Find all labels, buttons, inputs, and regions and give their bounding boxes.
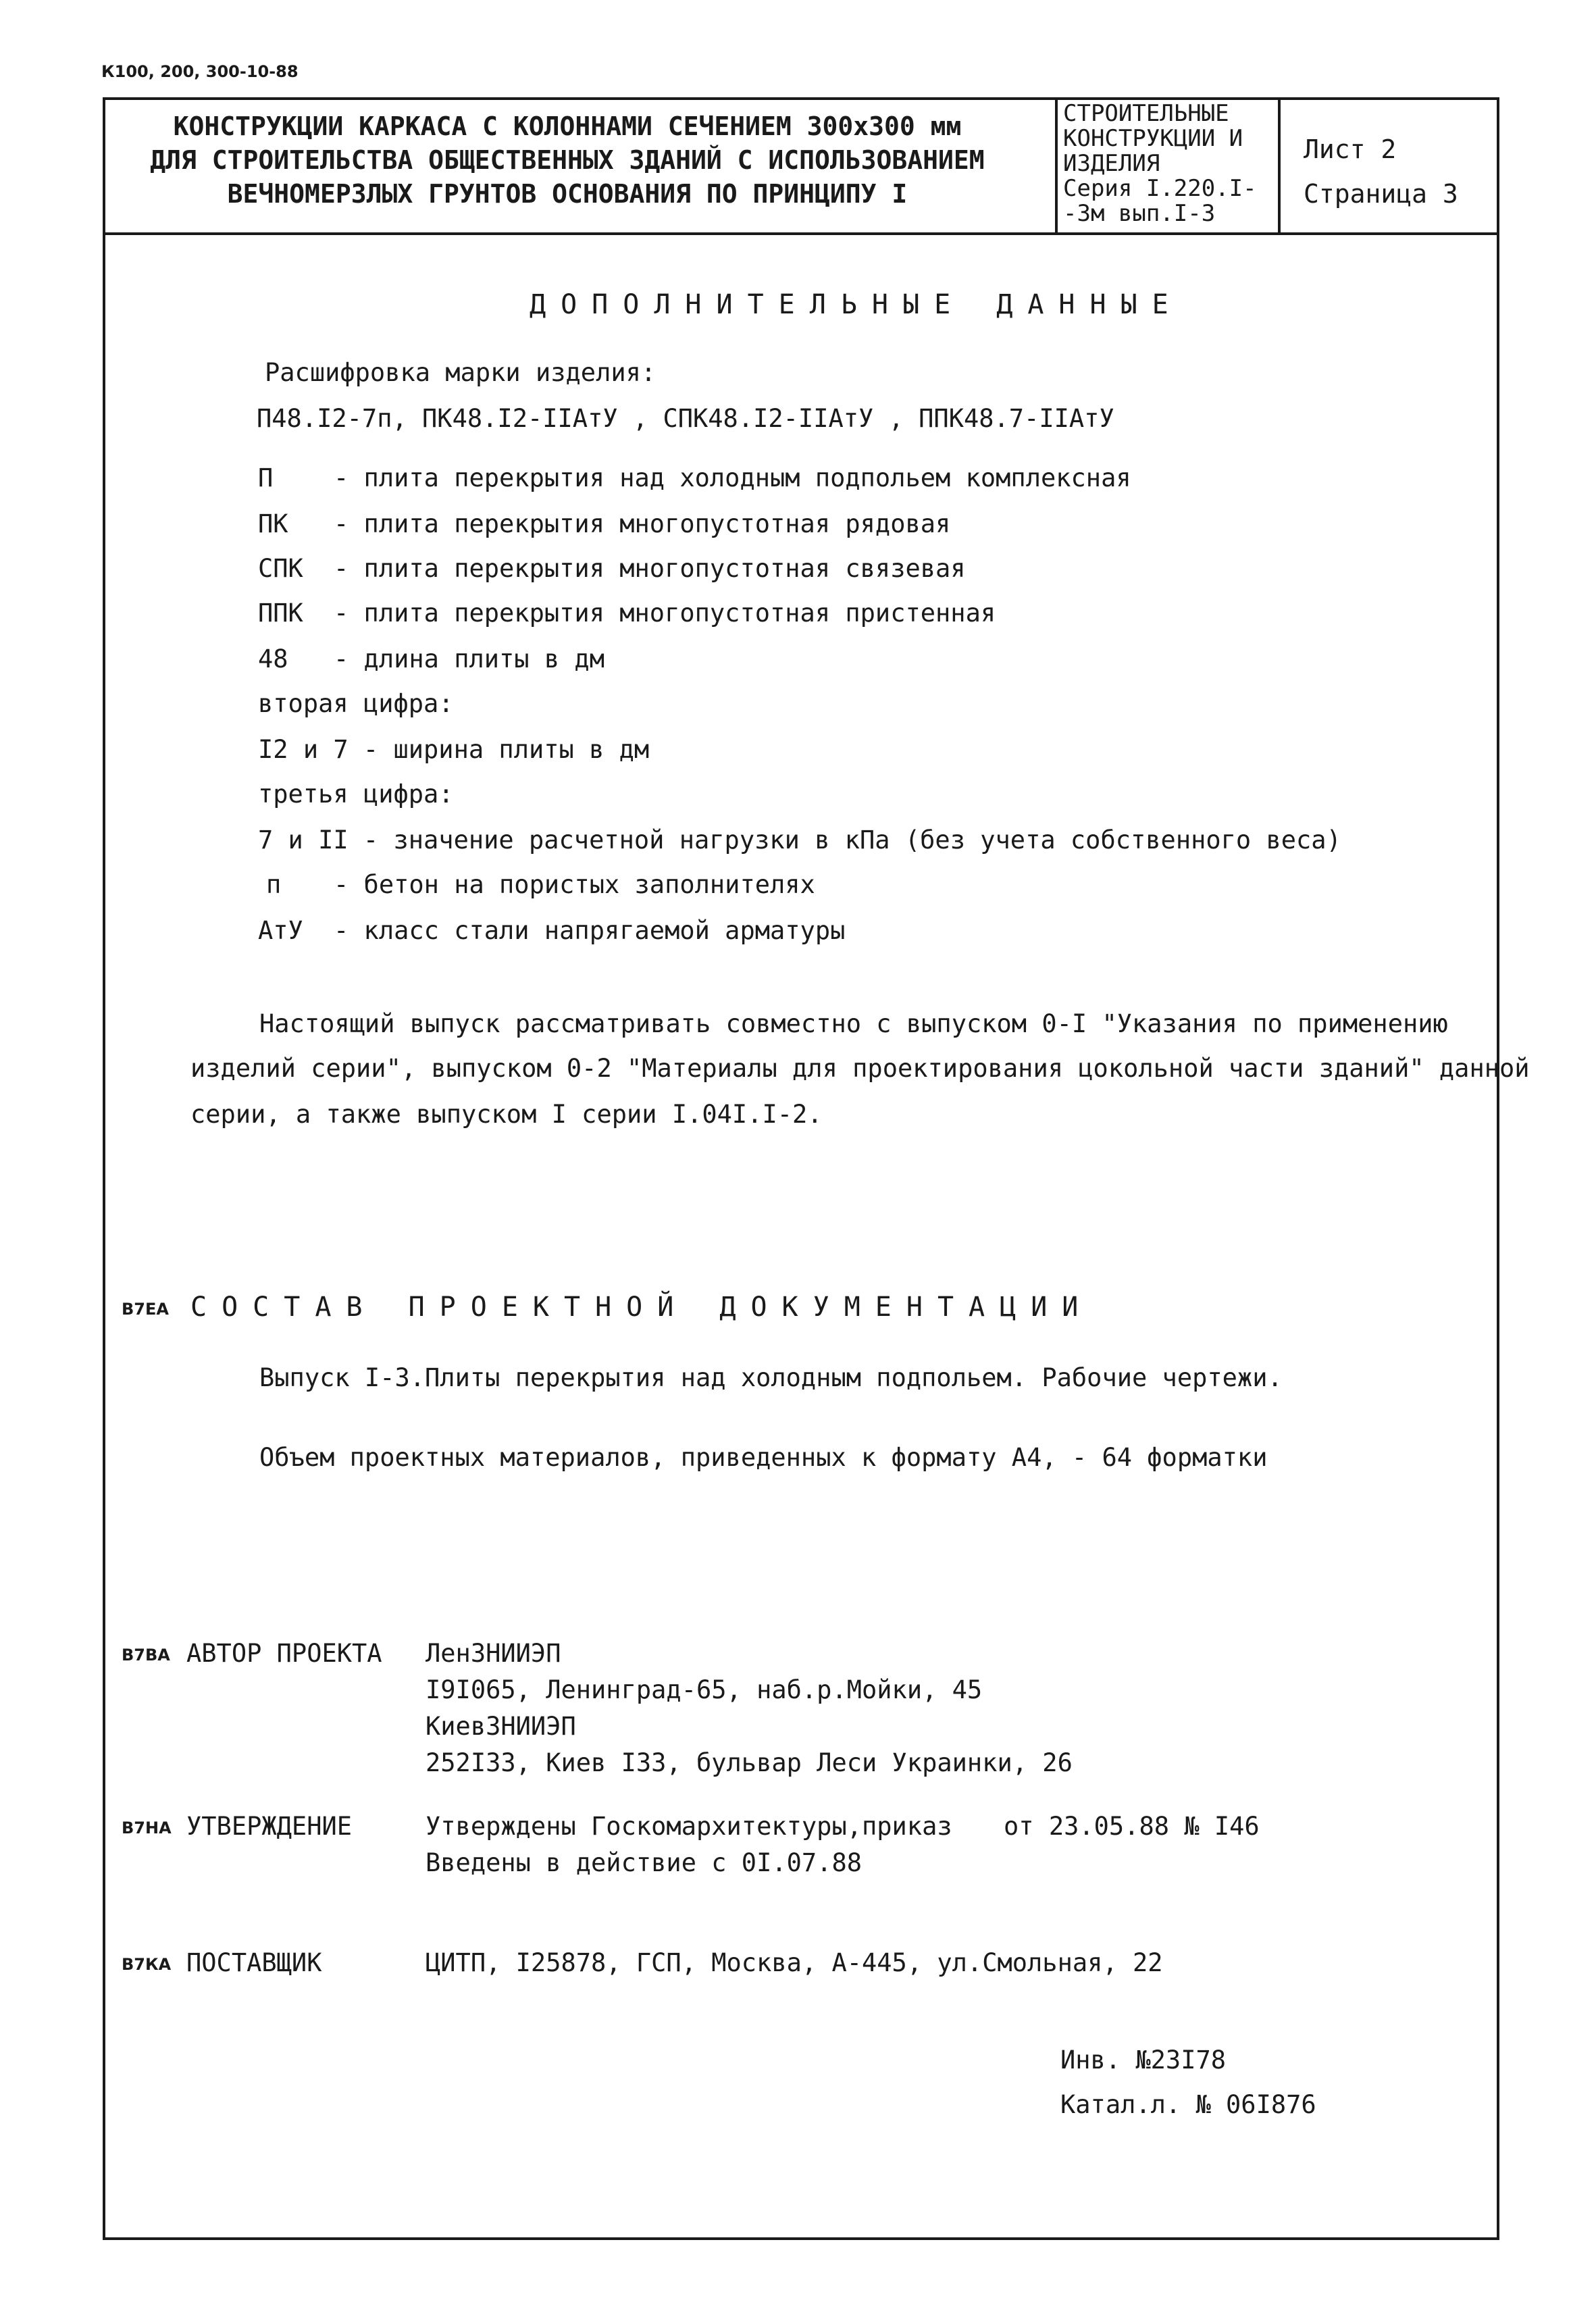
- series-line: -3м вып.I-3: [1063, 200, 1216, 227]
- paragraph-line: серии, а также выпуском I серии I.04I.I-2.: [190, 1100, 823, 1129]
- page-number: Страница 3: [1304, 179, 1458, 209]
- approval-label: УТВЕРЖДЕНИЕ: [186, 1812, 353, 1841]
- legend-text: - длина плиты в дм: [334, 644, 604, 673]
- author-label: АВТОР ПРОЕКТА: [186, 1639, 382, 1668]
- header-title-line: ДЛЯ СТРОИТЕЛЬСТВА ОБЩЕСТВЕННЫХ ЗДАНИЙ С ИСПОЛЬЗОВАНИЕМ: [150, 145, 985, 175]
- author-line: I9I065, Ленинград-65, наб.р.Мойки, 45: [426, 1675, 983, 1704]
- header-separator-1: [1055, 97, 1058, 232]
- third-digit-text: 7 и II - значение расчетной нагрузки в кПа (без учета собственного веса): [258, 825, 1341, 855]
- document-code: К100, 200, 300-10-88: [101, 62, 299, 81]
- decode-label: Расшифровка марки изделия:: [265, 358, 657, 387]
- supplier-label: ПОСТАВЩИК: [186, 1948, 322, 1977]
- approval-effective: Введены в действие с 0I.07.88: [426, 1848, 863, 1877]
- legend-key: СПК: [258, 554, 303, 583]
- composition-code: В7ЕА: [122, 1300, 169, 1319]
- legend-text: - бетон на пористых заполнителях: [334, 870, 815, 899]
- header-sheet-info: [1304, 127, 1458, 216]
- composition-volume: Объем проектных материалов, приведенных к формату А4, - 64 форматки: [259, 1443, 1268, 1472]
- supplier-address: ЦИТП, I25878, ГСП, Москва, А-445, ул.Смольная, 22: [426, 1948, 1163, 1977]
- author-line: КиевЗНИИЭП: [426, 1712, 576, 1741]
- legend-key: п: [266, 870, 282, 899]
- inventory-number: Инв. №23I78: [1060, 2045, 1227, 2075]
- approval-code: В7НА: [122, 1819, 172, 1837]
- legend-key: ППК: [258, 599, 303, 628]
- legend-text: - класс стали напрягаемой арматуры: [334, 916, 846, 945]
- approval-date: от 23.05.88 № I46: [1004, 1812, 1260, 1841]
- header-title-line: ВЕЧНОМЕРЗЛЫХ ГРУНТОВ ОСНОВАНИЯ ПО ПРИНЦИПУ I: [227, 179, 908, 209]
- supplier-code: В7КА: [122, 1955, 172, 1974]
- legend-text: - плита перекрытия многопустотная связевая: [334, 554, 966, 583]
- legend-key: 48: [258, 644, 288, 673]
- series-line: ИЗДЕЛИЯ: [1063, 150, 1160, 177]
- approval-order: Утверждены Госкомархитектуры,приказ: [426, 1812, 952, 1841]
- legend-text: - плита перекрытия многопустотная пристенная: [334, 599, 996, 628]
- legend-text: - плита перекрытия над холодным подпольем комплексная: [334, 463, 1131, 492]
- series-line: КОНСТРУКЦИИ И: [1063, 125, 1243, 152]
- legend-text: - плита перекрытия многопустотная рядовая: [334, 509, 951, 538]
- header-series: [1063, 101, 1257, 226]
- composition-line: Выпуск I-3.Плиты перекрытия над холодным подпольем. Рабочие чертежи.: [259, 1363, 1283, 1392]
- series-line: Серия I.220.I-: [1063, 175, 1257, 202]
- header-separator-2: [1278, 97, 1281, 232]
- legend-key: П: [258, 463, 274, 492]
- composition-heading: СОСТАВ ПРОЕКТНОЙ ДОКУМЕНТАЦИИ: [190, 1292, 1093, 1323]
- product-marks: П48.I2-7п, ПК48.I2-IIАтУ , СПК48.I2-IIАтУ , ППК48.7-IIАтУ: [257, 404, 1114, 433]
- header-divider: [103, 232, 1499, 235]
- author-code: В7ВА: [122, 1646, 170, 1664]
- header-title-line: КОНСТРУКЦИИ КАРКАСА С КОЛОННАМИ СЕЧЕНИЕМ 300х300 мм: [173, 111, 962, 141]
- author-line: 252I33, Киев I33, бульвар Леси Украинки, 26: [426, 1748, 1073, 1777]
- paragraph-line: изделий серии", выпуском 0-2 "Материалы для проектирования цокольной части зданий" данной: [190, 1054, 1530, 1083]
- additional-heading: ДОПОЛНИТЕЛЬНЫЕ ДАННЫЕ: [530, 289, 1183, 320]
- series-line: СТРОИТЕЛЬНЫЕ: [1063, 100, 1229, 127]
- second-digit-text: I2 и 7 - ширина плиты в дм: [258, 735, 650, 764]
- catalog-number: Катал.л. № 06I876: [1060, 2090, 1316, 2119]
- author-line: ЛенЗНИИЭП: [426, 1639, 561, 1668]
- legend-key: АтУ: [258, 916, 303, 945]
- header-title: [122, 109, 1013, 211]
- paragraph-line: Настоящий выпуск рассматривать совместно с выпуском 0-I "Указания по применению: [259, 1009, 1448, 1038]
- second-digit-label: вторая цифра:: [258, 689, 454, 718]
- legend-key: ПК: [258, 509, 288, 538]
- sheet-number: Лист 2: [1304, 134, 1397, 164]
- third-digit-label: третья цифра:: [258, 780, 454, 809]
